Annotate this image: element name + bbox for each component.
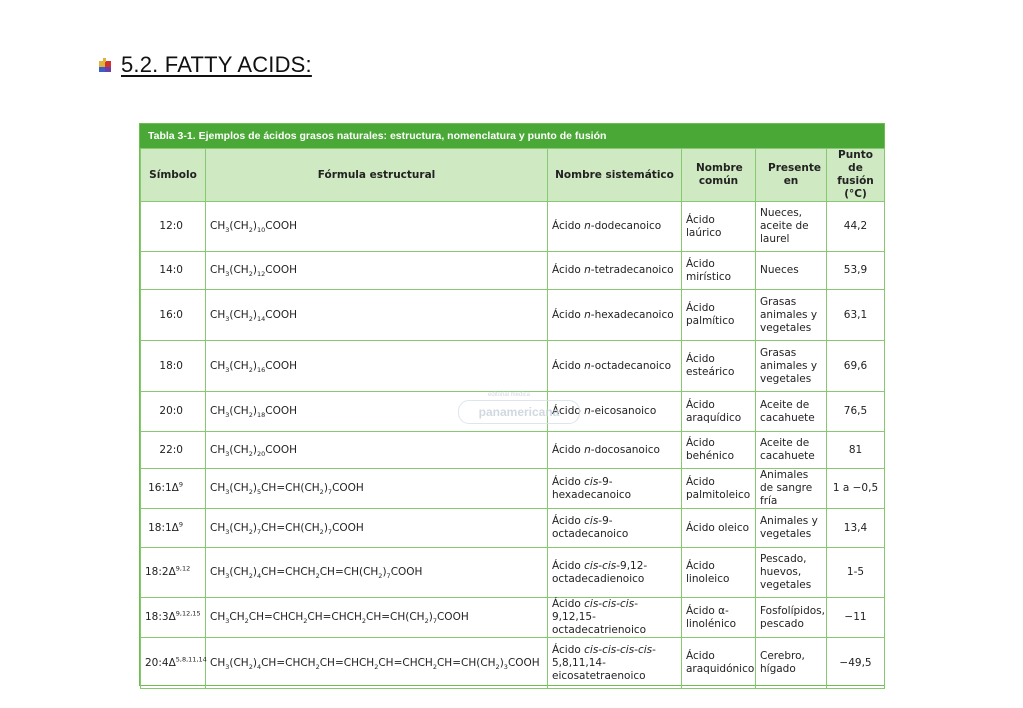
cell-melting-point: 1 a −0,5 [827,469,885,509]
cell-systematic-name: Ácido cis-9-hexadecanoico [548,469,682,509]
cell-melting-point: 44,2 [827,202,885,252]
cell-formula: $CH_3(CH_2)_{14}COOH$ [206,290,548,341]
header-simbolo: Símbolo [141,149,206,202]
cell-systematic-name: Ácido cis-cis-9,12-octadecadienoico [548,548,682,598]
cell-systematic-name: Ácido n-hexadecanoico [548,290,682,341]
cell-common-name: Ácido palmítico [682,290,756,341]
cell-symbol: 22:0 [141,432,206,469]
cell-formula: $CH_3(CH_2)_7CH=CH(CH_2)_7COOH$ [206,509,548,548]
cell-present-in: Grasas animales y vegetales [756,290,827,341]
cell-common-name: Ácido esteárico [682,341,756,392]
cell-present-in: Nueces, aceite de laurel [756,202,827,252]
cell-present-in: Grasas animales y vegetales [756,341,827,392]
table-row [141,638,885,689]
table-row [141,290,885,341]
cell-formula: $CH_3(CH_2)_{16}COOH$ [206,341,548,392]
puzzle-bullet-icon [98,57,114,73]
table-row [141,341,885,392]
cell-systematic-name: Ácido cis-9-octadecanoico [548,509,682,548]
cell-formula: $CH_3(CH_2)_{18}COOH$ [206,392,548,432]
cell-formula: $CH_3(CH_2)_{10}COOH$ [206,202,548,252]
cell-present-in: Pescado, huevos, vegetales [756,548,827,598]
cell-systematic-name: Ácido cis-cis-cis-cis-5,8,11,14-eicosatetraenoico [548,638,682,689]
cell-formula: $CH_3(CH_2)_4CH=CHCH_2CH=CHCH_2CH=CHCH_2CH=CH(CH_2)_3COOH$ [206,638,548,689]
cell-common-name: Ácido araquidónico [682,638,756,689]
cell-formula: $CH_3(CH_2)_{20}COOH$ [206,432,548,469]
cell-symbol: $18:1\Delta^9$ [141,509,206,548]
table-header-row [141,149,885,202]
cell-common-name: Ácido laúrico [682,202,756,252]
cell-symbol: $20:4\Delta^{5,8,11,14}$ [141,638,206,689]
table-row [141,252,885,290]
cell-melting-point: 81 [827,432,885,469]
table-caption: Tabla 3-1. Ejemplos de ácidos grasos naturales: estructura, nomenclatura y punto de fusión [140,124,884,148]
cell-common-name: Ácido mirístico [682,252,756,290]
cell-symbol: $18:3\Delta^{9,12,15}$ [141,598,206,638]
table-row [141,509,885,548]
cell-present-in: Animales y vegetales [756,509,827,548]
cell-present-in: Nueces [756,252,827,290]
cell-systematic-name: Ácido n-dodecanoico [548,202,682,252]
cell-symbol: 12:0 [141,202,206,252]
header-presente-en: Presente en [756,149,827,202]
cell-symbol: 20:0 [141,392,206,432]
watermark-line1: editorial medica [488,392,531,398]
table-row [141,202,885,252]
cell-melting-point: −49,5 [827,638,885,689]
section-heading [98,52,312,78]
cell-symbol: 18:0 [141,341,206,392]
cell-common-name: Ácido oleico [682,509,756,548]
table-row [141,548,885,598]
cell-melting-point: 1-5 [827,548,885,598]
cell-melting-point: 53,9 [827,252,885,290]
cell-present-in: Aceite de cacahuete [756,392,827,432]
cell-common-name: Ácido linoleico [682,548,756,598]
table-row [141,598,885,638]
cell-common-name: Ácido behénico [682,432,756,469]
cell-systematic-name: Ácido cis-cis-cis-9,12,15-octadecatrienoico [548,598,682,638]
cell-melting-point: 13,4 [827,509,885,548]
cell-systematic-name: Ácido n-tetradecanoico [548,252,682,290]
cell-systematic-name: Ácido n-octadecanoico [548,341,682,392]
cell-present-in: Aceite de cacahuete [756,432,827,469]
cell-formula: $CH_3(CH_2)_4CH=CHCH_2CH=CH(CH_2)_7COOH$ [206,548,548,598]
cell-formula: $CH_3(CH_2)_5CH=CH(CH_2)_7COOH$ [206,469,548,509]
cell-melting-point: 63,1 [827,290,885,341]
header-nombre-sistematico: Nombre sistemático [548,149,682,202]
cell-symbol: 14:0 [141,252,206,290]
cell-formula: $CH_3CH_2CH=CHCH_2CH=CHCH_2CH=CH(CH_2)_7COOH$ [206,598,548,638]
cell-melting-point: 69,6 [827,341,885,392]
cell-symbol: $18:2\Delta^{9,12}$ [141,548,206,598]
cell-systematic-name: Ácido n-eicosanoico [548,392,682,432]
table-row [141,469,885,509]
cell-systematic-name: Ácido n-docosanoico [548,432,682,469]
heading-title: 5.2. FATTY ACIDS: [121,52,312,77]
cell-formula: $CH_3(CH_2)_{12}COOH$ [206,252,548,290]
cell-common-name: Ácido araquídico [682,392,756,432]
header-nombre-comun: Nombre común [682,149,756,202]
cell-common-name: Ácido palmitoleico [682,469,756,509]
fatty-acids-table [139,123,885,686]
cell-melting-point: 76,5 [827,392,885,432]
watermark-logo: panamericana [458,400,580,424]
cell-common-name: Ácido α-linolénico [682,598,756,638]
cell-present-in: Fosfolípidos, pescado [756,598,827,638]
cell-present-in: Animales de sangre fría [756,469,827,509]
header-formula: Fórmula estructural [206,149,548,202]
table-row [141,432,885,469]
cell-symbol: 16:0 [141,290,206,341]
header-punto-fusion: Punto de fusión (°C) [827,149,885,202]
cell-melting-point: −11 [827,598,885,638]
cell-symbol: $16:1\Delta^9$ [141,469,206,509]
cell-present-in: Cerebro, hígado [756,638,827,689]
